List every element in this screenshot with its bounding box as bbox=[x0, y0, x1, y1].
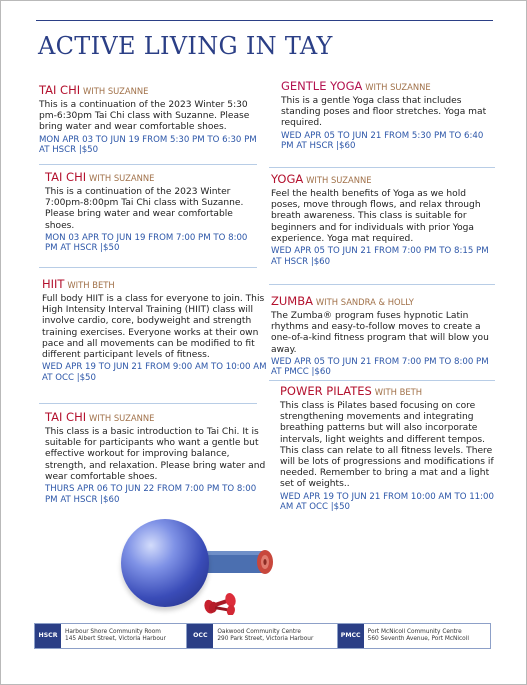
class-schedule: WED APR 05 TO JUN 21 FROM 5:30 PM TO 6:40 PM AT HSCR |$60 bbox=[281, 130, 484, 152]
location-address: 145 Albert Street, Victoria Harbour bbox=[65, 636, 166, 642]
location-abbr: OCC bbox=[187, 624, 213, 648]
dumbbells-image bbox=[201, 591, 241, 615]
class-description: This is a continuation of the 2023 Winter 5:30 pm-6:30pm Tai Chi class with Suzanne. Please bring water and wear comfortable shoes. bbox=[39, 100, 250, 133]
class-heading bbox=[271, 295, 493, 310]
class-power-pilates bbox=[280, 385, 498, 513]
class-schedule: THURS APR 06 TO JUN 22 FROM 7:00 PM TO 8:00 PM AT HSCR |$60 bbox=[45, 484, 257, 505]
class-instructor: WITH SANDRA & HOLLY bbox=[315, 297, 414, 307]
location-name: Port McNicoll Community Centre bbox=[367, 628, 462, 635]
class-schedule: WED APR 19 TO JUN 21 FROM 10:00 AM TO 11:00 AM AT OCC |$50 bbox=[280, 491, 494, 513]
class-description: The Zumba® program fuses hypnotic Latin rhythms and easy-to-follow moves to create a one-of-a-kind fitness program that will blow you away. bbox=[271, 311, 489, 355]
location-address: 290 Park Street, Victoria Harbour bbox=[217, 636, 314, 642]
section-divider bbox=[39, 403, 257, 404]
class-yoga bbox=[271, 173, 493, 267]
class-name: TAI CHI bbox=[45, 410, 87, 424]
class-description: Feel the health benefits of Yoga as we hold poses, move through flows, and relax through breath awareness. This class is suitable for beginners and for individuals with prior Yoga experience. Yoga mat required. bbox=[271, 189, 481, 244]
location-abbr: PMCC bbox=[338, 624, 364, 648]
class-description: This class is Pilates based focusing on core strengthening movements and integrating breathing patterns but will also incorporate intervals, light weights and different tempos. This class can relate to all fitness levels. There will be lots of progressions and modifications if needed. Remember to bring a mat and a light set of weights.. bbox=[280, 401, 494, 490]
section-divider bbox=[269, 380, 495, 381]
class-tai-chi-thursday bbox=[45, 411, 271, 505]
class-zumba bbox=[271, 295, 493, 378]
class-heading bbox=[281, 80, 497, 95]
class-schedule: WED APR 19 TO JUN 21 FROM 9:00 AM TO 10:00 AM AT OCC |$50 bbox=[42, 362, 267, 383]
class-heading bbox=[271, 173, 493, 188]
class-hiit bbox=[42, 278, 268, 383]
section-divider bbox=[39, 267, 257, 268]
class-tai-chi-monday-late bbox=[45, 171, 257, 254]
class-name: ZUMBA bbox=[271, 294, 313, 308]
location-legend bbox=[34, 623, 491, 649]
class-name: GENTLE YOGA bbox=[281, 79, 363, 93]
class-heading bbox=[280, 385, 498, 400]
class-description: This is a continuation of the 2023 Winter 7:00pm-8:00pm Tai Chi class with Suzanne. Please bring water and wear comfortable shoes. bbox=[45, 187, 244, 231]
class-description: Full body HIIT is a class for everyone to join. This High Intensity Interval Training (HIIT) class will involve cardio, core, bodyweight and strength training exercises. Everyone works at their own pace and all movements can be modified to fit different participant levels of fitness. bbox=[42, 294, 265, 361]
exercise-ball-image bbox=[121, 519, 209, 607]
class-description: This class is a basic introduction to Tai Chi. It is suitable for participants who want a gentle but effective workout for improving balance, strength, and relaxation. Please bring water and wear comfortable shoes. bbox=[45, 427, 266, 482]
class-heading bbox=[45, 171, 257, 186]
class-name: YOGA bbox=[271, 172, 304, 186]
class-tai-chi-monday-early bbox=[39, 84, 267, 156]
class-instructor: WITH SUZANNE bbox=[89, 413, 155, 423]
class-schedule: MON 03 APR TO JUN 19 FROM 7:00 PM TO 8:00 PM AT HSCR |$50 bbox=[45, 232, 248, 254]
class-instructor: WITH SUZANNE bbox=[83, 86, 149, 96]
section-divider bbox=[269, 284, 495, 285]
class-schedule: MON APR 03 TO JUN 19 FROM 5:30 PM TO 6:30 PM AT HSCR |$50 bbox=[39, 134, 257, 156]
class-heading bbox=[39, 84, 267, 99]
class-instructor: WITH SUZANNE bbox=[89, 173, 155, 183]
location-hscr bbox=[35, 624, 187, 648]
location-abbr: HSCR bbox=[35, 624, 61, 648]
class-name: POWER PILATES bbox=[280, 384, 372, 398]
section-divider bbox=[39, 164, 257, 165]
class-heading bbox=[42, 278, 268, 293]
section-divider bbox=[269, 167, 495, 168]
class-name: HIIT bbox=[42, 277, 65, 291]
location-pmcc bbox=[338, 624, 490, 648]
class-name: TAI CHI bbox=[39, 83, 81, 97]
class-instructor: WITH BETH bbox=[67, 280, 115, 290]
class-description: This is a gentle Yoga class that includes standing poses and floor stretches. Yoga mat required. bbox=[281, 96, 487, 129]
class-schedule: WED APR 05 TO JUN 21 FROM 7:00 PM TO 8:00 PM AT PMCC |$60 bbox=[271, 356, 489, 378]
class-name: TAI CHI bbox=[45, 170, 87, 184]
location-name: Oakwood Community Centre bbox=[217, 628, 301, 635]
class-instructor: WITH SUZANNE bbox=[306, 175, 372, 185]
location-address: 560 Seventh Avenue, Port McNicoll bbox=[367, 636, 469, 642]
class-instructor: WITH BETH bbox=[374, 387, 423, 397]
class-schedule: WED APR 05 TO JUN 21 FROM 7:00 PM TO 8:15 PM AT HSCR |$60 bbox=[271, 246, 489, 267]
location-name: Harbour Shore Community Room bbox=[65, 628, 161, 635]
top-rule bbox=[36, 20, 493, 21]
class-heading bbox=[45, 411, 271, 426]
location-occ bbox=[187, 624, 337, 648]
page-title: ACTIVE LIVING IN TAY bbox=[38, 32, 333, 60]
class-instructor: WITH SUZANNE bbox=[365, 82, 431, 92]
class-gentle-yoga bbox=[281, 80, 497, 152]
